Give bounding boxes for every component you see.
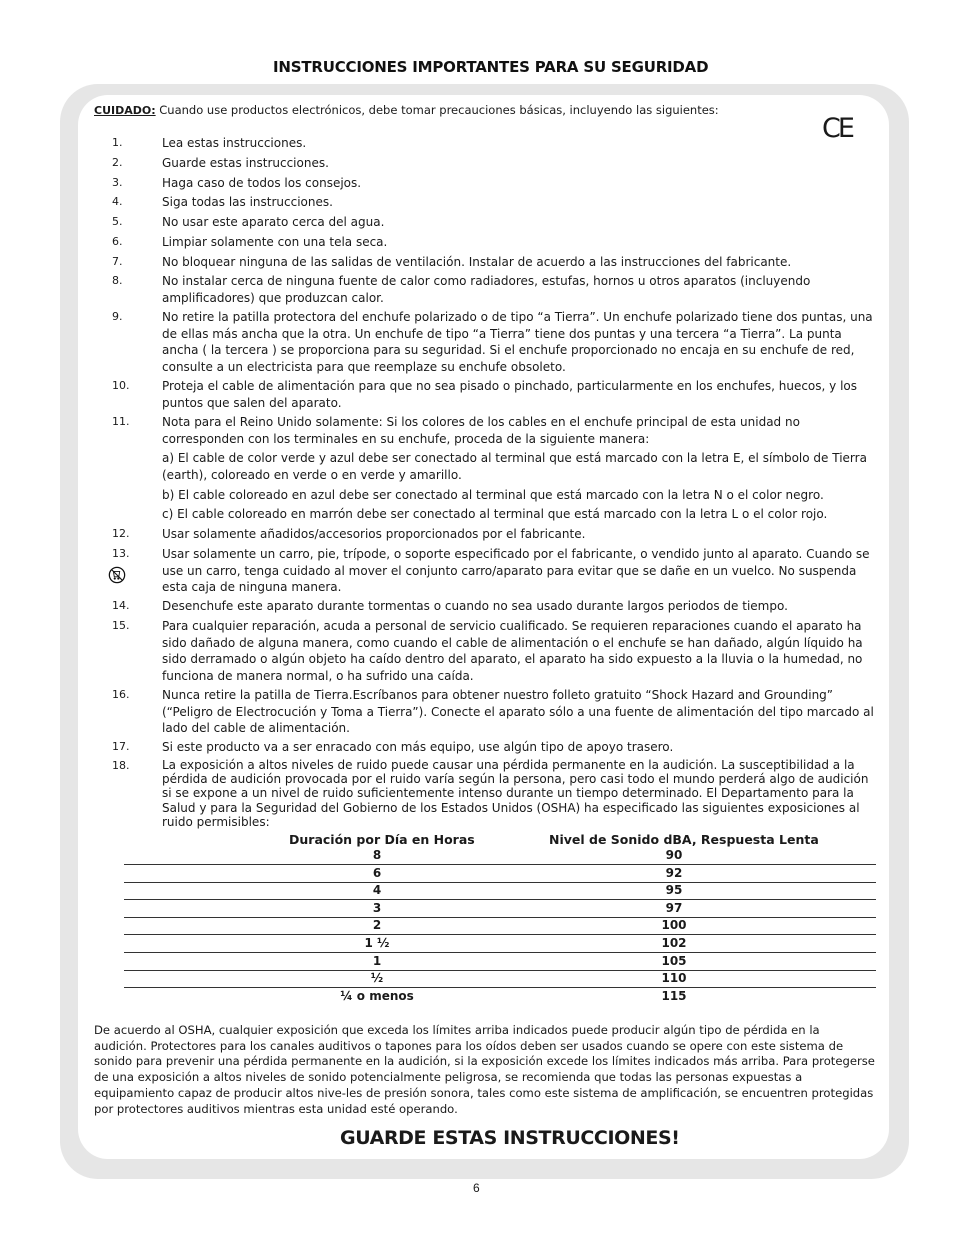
page-number: 6 bbox=[473, 1181, 480, 1195]
list-item-text: b) El cable coloreado en azul debe ser conectado al terminal que está marcado con la letra N o el color negro. bbox=[162, 488, 824, 502]
table-row bbox=[124, 847, 876, 865]
table-cell-dba: 90 bbox=[665, 848, 683, 862]
list-item-text: Limpiar solamente con una tela seca. bbox=[162, 235, 388, 249]
ce-mark-icon: CE bbox=[822, 113, 852, 144]
list-item-text: Nunca retire la patilla de Tierra.Escríbanos para obtener nuestro folleto gratuito “Shock Hazard and Grounding” (“Peligro de Electrocución y Toma a Tierra”). Conecte el aparato sólo a una fuente de alimentación del tipo marcado al lado del cable de alimentación. bbox=[162, 688, 874, 736]
list-item-number: 5. bbox=[112, 215, 123, 228]
list-item-text: Usar solamente un carro, pie, trípode, o soporte especificado por el fabricante, o vendido junto al aparato. Cuando se use un carro, tenga cuidado al mover el conjunto carro/aparato para evitar que se dañe en un vuelco. No suspenda esta caja de ninguna manera. bbox=[162, 547, 870, 595]
table-cell-dba: 110 bbox=[661, 971, 687, 986]
list-item-number: 11. bbox=[112, 415, 130, 428]
list-item-text: La exposición a altos niveles de ruido puede causar una pérdida permanente en la audición. La susceptibilidad a la pérdida de audición provocada por el ruido varía según la persona, pero casi todo el mundo perderá algo de audición si se expone a un nivel de ruido suficientemente intenso durante un tiempo determinado. El Departamento para la Salud y para la Seguridad del Gobierno de los Estados Unidos (OSHA) ha especificado las siguientes exposiciones al ruido permisibles: bbox=[162, 758, 869, 829]
table-cell-dba: 92 bbox=[665, 865, 683, 880]
table-row bbox=[124, 935, 876, 953]
list-item-number: 1. bbox=[112, 136, 123, 149]
list-item-number: 10. bbox=[112, 379, 130, 392]
list-item-number: 12. bbox=[112, 527, 130, 540]
table-cell-hours: 2 bbox=[372, 918, 382, 933]
list-item-text: Nota para el Reino Unido solamente: Si los colores de los cables en el enchufe principal de esta unidad no corresponden con los terminales en su enchufe, proceda de la siguiente manera: bbox=[162, 415, 800, 446]
table-row bbox=[124, 882, 876, 900]
list-item-text: Si este producto va a ser enracado con más equipo, use algún tipo de apoyo trasero. bbox=[162, 740, 674, 754]
list-item-number: 18. bbox=[112, 759, 130, 772]
list-item-number: 8. bbox=[112, 274, 123, 287]
list-item-text: No retire la patilla protectora del enchufe polarizado o de tipo “a Tierra”. Un enchufe polarizado tiene dos puntas, una de ellas más ancha que la otra. Un enchufe de tipo “a Tierra” tiene dos puntas y una tercera “a Tierra”. La punta ancha ( la tercera ) se proporciona para su seguridad. Si el enchufe proporcionado no encaja en su enchufe de red, consulte a un electricista para que reemplaze su enchufe obsoleto. bbox=[162, 310, 873, 374]
list-item-number: 7. bbox=[112, 255, 123, 268]
caution-label: CUIDADO: bbox=[94, 104, 156, 117]
table-cell-hours: 1 bbox=[372, 953, 382, 968]
list-item-text: No usar este aparato cerca del agua. bbox=[162, 215, 385, 229]
list-item-number: 14. bbox=[112, 599, 130, 612]
table-row bbox=[124, 953, 876, 971]
list-item-text: Guarde estas instrucciones. bbox=[162, 156, 329, 170]
table-cell-hours: ½ bbox=[370, 971, 384, 986]
list-item-text: a) El cable de color verde y azul debe ser conectado al terminal que está marcado con la letra E, el símbolo de Tierra (earth), coloreado en verde o en verde y amarillo. bbox=[162, 451, 867, 482]
table-cell-hours: 3 bbox=[372, 900, 382, 915]
table-cell-hours: 6 bbox=[372, 865, 382, 880]
table-row bbox=[124, 970, 876, 988]
list-item-number: 2. bbox=[112, 156, 123, 169]
list-item-text: Haga caso de todos los consejos. bbox=[162, 176, 362, 190]
list-item-number: 6. bbox=[112, 235, 123, 248]
caution-line bbox=[94, 103, 719, 117]
list-item-number: 3. bbox=[112, 176, 123, 189]
list-item-number: 4. bbox=[112, 195, 123, 208]
list-item-text: Siga todas las instrucciones. bbox=[162, 195, 333, 209]
cart-tipover-warning-icon bbox=[108, 566, 126, 584]
table-row bbox=[124, 865, 876, 883]
table-header-duration: Duración por Día en Horas bbox=[289, 832, 475, 847]
table-cell-hours: 8 bbox=[372, 848, 382, 862]
list-item-number: 15. bbox=[112, 619, 130, 632]
caution-text: Cuando use productos electrónicos, debe tomar precauciones básicas, incluyendo las siguientes: bbox=[159, 103, 719, 117]
list-item-text: No bloquear ninguna de las salidas de ventilación. Instalar de acuerdo a las instrucciones del fabricante. bbox=[162, 255, 792, 269]
list-item-number: 16. bbox=[112, 688, 130, 701]
closing-paragraph: De acuerdo al OSHA, cualquier exposición que exceda los límites arriba indicados puede producir algún tipo de pérdida en la audición. Protectores para los canales auditivos o tapones para los oídos deben ser usados cuando se opere con este sistema de sonido para prevenir una pérdida permanente en la audición, si la exposición excede los límites indicados más arriba. Para protegerse de una exposición a altos niveles de sonido potencialmente peligrosa, se recomienda que todas las personas expuestas a equipamiento capaz de producir altos nive-les de presión sonora, tales como este sistema de amplificación, se encuentren protegidas por protectores auditivos mientras esta unidad esté operando. bbox=[94, 1023, 875, 1116]
list-item-number: 13. bbox=[112, 547, 130, 560]
table-cell-dba: 115 bbox=[661, 988, 687, 1003]
list-item-text: Desenchufe este aparato durante tormentas o cuando no sea usado durante largos periodos de tiempo. bbox=[162, 599, 788, 613]
page-title: INSTRUCCIONES IMPORTANTES PARA SU SEGURIDAD bbox=[273, 58, 709, 76]
list-item-text: c) El cable coloreado en marrón debe ser conectado al terminal que está marcado con la letra L o el color rojo. bbox=[162, 507, 828, 521]
list-item-number: 17. bbox=[112, 740, 130, 753]
list-item-number: 9. bbox=[112, 310, 123, 323]
table-cell-hours: ¼ o menos bbox=[340, 988, 414, 1003]
list-item-text: Lea estas instrucciones. bbox=[162, 136, 307, 150]
list-item-text: No instalar cerca de ninguna fuente de calor como radiadores, estufas, hornos u otros aparatos (incluyendo amplificadores) que produzcan calor. bbox=[162, 274, 811, 305]
table-cell-dba: 102 bbox=[661, 936, 687, 950]
list-item-text: Proteja el cable de alimentación para que no sea pisado o pinchado, particularmente en los enchufes, huecos, y los puntos que salen del aparato. bbox=[162, 379, 857, 410]
table-cell-hours: 4 bbox=[372, 883, 382, 898]
table-cell-dba: 97 bbox=[665, 900, 683, 915]
table-cell-dba: 100 bbox=[661, 918, 687, 933]
table-row bbox=[124, 917, 876, 935]
table-row bbox=[124, 988, 876, 1005]
table-cell-dba: 105 bbox=[661, 953, 687, 968]
table-cell-dba: 95 bbox=[665, 883, 683, 898]
table-header-level: Nivel de Sonido dBA, Respuesta Lenta bbox=[549, 832, 819, 847]
save-instructions-banner: GUARDE ESTAS INSTRUCCIONES! bbox=[340, 1127, 680, 1149]
list-item-text: Para cualquier reparación, acuda a personal de servicio cualificado. Se requieren reparaciones cuando el aparato ha sido dañado de alguna manera, como cuando el cable de alimentación o el enchufe se han dañado, algún líquido ha sido derramado o algún objeto ha caído dentro del aparato, el aparato ha sido expuesto a la lluvia o la humedad, no funciona de manera normal, o ha sufrido una caída. bbox=[162, 619, 863, 683]
list-item-text: Usar solamente añadidos/accesorios proporcionados por el fabricante. bbox=[162, 527, 586, 541]
table-row bbox=[124, 900, 876, 918]
table-cell-hours: 1 ½ bbox=[364, 936, 390, 950]
